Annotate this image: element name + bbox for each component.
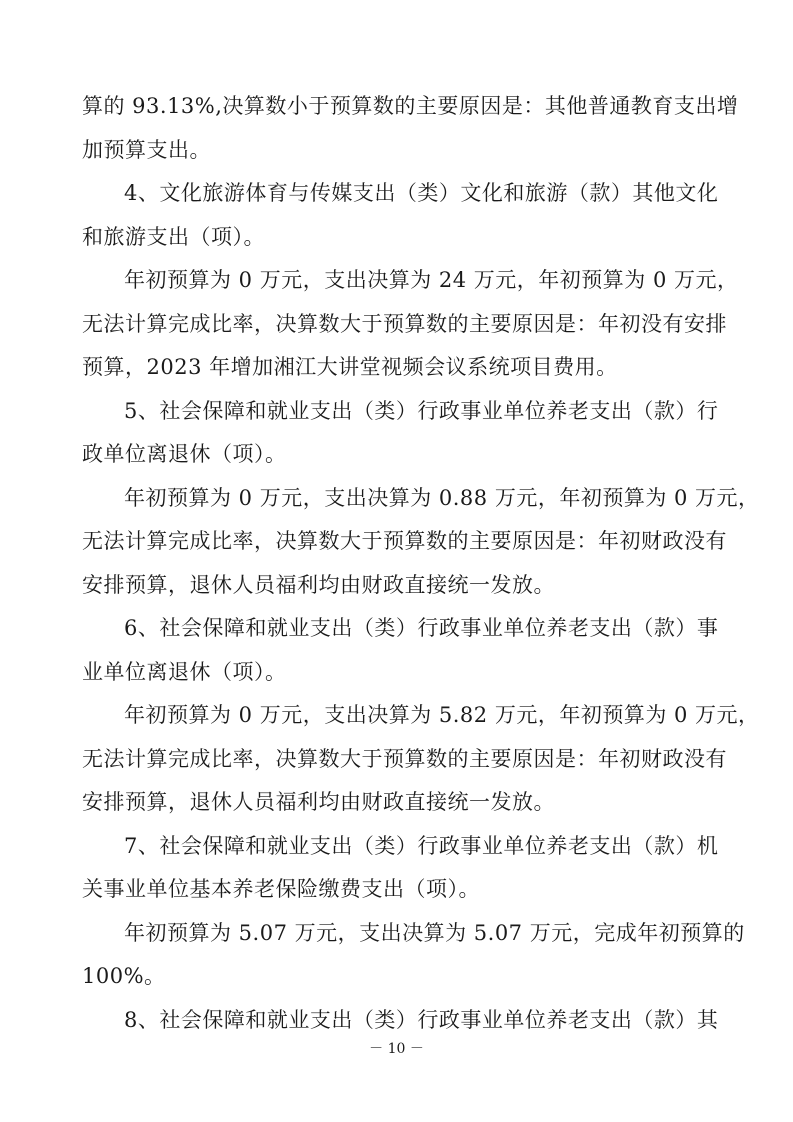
section-heading-line: 关事业单位基本养老保险缴费支出（项）。 — [82, 877, 480, 901]
paragraph-line: 年初预算为 0 万元，支出决算为 0.88 万元，年初预算为 0 万元， — [124, 486, 760, 510]
section-heading-line: 4、文化旅游体育与传媒支出（类）文化和旅游（款）其他文化 — [124, 181, 719, 205]
paragraph-line: 年初预算为 0 万元，支出决算为 5.82 万元，年初预算为 0 万元， — [124, 703, 760, 727]
section-heading-line: 业单位离退休（项）。 — [82, 660, 287, 684]
page-number: － 10 － — [369, 1041, 424, 1057]
section-heading-line: 政单位离退休（项）。 — [82, 442, 287, 466]
section-heading-line: 7、社会保障和就业支出（类）行政事业单位养老支出（款）机 — [124, 834, 719, 858]
paragraph-line: 无法计算完成比率，决算数大于预算数的主要原因是：年初财政没有 — [82, 747, 727, 771]
section-heading-line: 8、社会保障和就业支出（类）行政事业单位养老支出（款）其 — [124, 1008, 719, 1032]
paragraph-line: 无法计算完成比率，决算数大于预算数的主要原因是：年初财政没有 — [82, 529, 727, 553]
section-heading-line: 5、社会保障和就业支出（类）行政事业单位养老支出（款）行 — [124, 399, 719, 423]
section-heading-line: 和旅游支出（项）。 — [82, 225, 265, 249]
section-heading-line: 6、社会保障和就业支出（类）行政事业单位养老支出（款）事 — [124, 616, 719, 640]
paragraph-line: 无法计算完成比率，决算数大于预算数的主要原因是：年初没有安排 — [82, 312, 727, 336]
paragraph-line: 预算，2023 年增加湘江大讲堂视频会议系统项目费用。 — [82, 355, 618, 379]
paragraph-line: 年初预算为 5.07 万元，支出决算为 5.07 万元，完成年初预算的 — [124, 921, 745, 945]
paragraph-line: 100%。 — [82, 964, 166, 988]
paragraph-line: 加预算支出。 — [82, 138, 211, 162]
paragraph-line: 安排预算，退休人员福利均由财政直接统一发放。 — [82, 790, 555, 814]
paragraph-line: 安排预算，退休人员福利均由财政直接统一发放。 — [82, 573, 555, 597]
paragraph-line: 年初预算为 0 万元，支出决算为 24 万元，年初预算为 0 万元， — [124, 268, 739, 292]
paragraph-line: 算的 93.13%,决算数小于预算数的主要原因是：其他普通教育支出增 — [82, 94, 739, 118]
